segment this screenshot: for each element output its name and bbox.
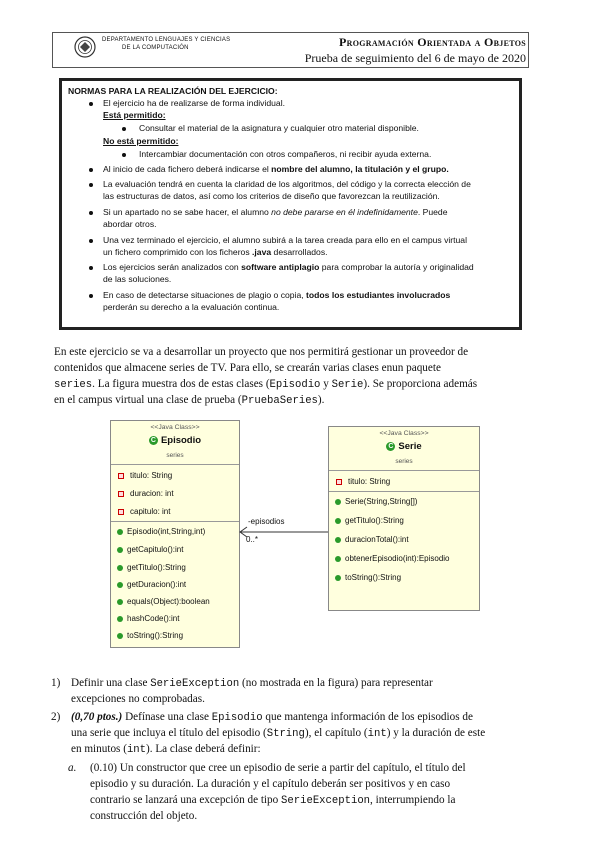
bullet-icon — [89, 266, 93, 270]
episodio-attr: titulo: String — [118, 471, 172, 480]
serie-constructor: Serie(String,String[]) — [335, 497, 417, 506]
rule-copy-l2: perderán su derecho a la evaluación continua. — [103, 302, 280, 312]
rule-upload-l2: un fichero comprimido con los ficheros .java desarrollados. — [103, 247, 328, 257]
allowed-item: Consultar el material de la asignatura y cualquier otro material disponible. — [139, 123, 419, 133]
episodio-package: series — [166, 452, 184, 459]
intro-line3: series. La figura muestra dos de estas clases (Episodio y Serie). Se proporciona además — [54, 378, 478, 391]
public-method-icon — [335, 556, 341, 562]
question2-line2: una serie que incluya el título del episodio (String), el capítulo (int) y la duración de este — [71, 727, 486, 740]
episodio-method: getTitulo():String — [117, 563, 186, 572]
rule-plagiarism-l2: de las soluciones. — [103, 274, 172, 284]
bullet-icon — [89, 239, 93, 243]
episodio-method: equals(Object):boolean — [117, 597, 210, 606]
serie-method: getTitulo():String — [335, 516, 404, 525]
rule-skip-l2: abordar otros. — [103, 219, 157, 229]
episodio-method: hashCode():int — [117, 614, 179, 623]
private-field-icon — [118, 491, 124, 497]
bullet-icon — [89, 168, 93, 172]
question1-number: 1) — [51, 677, 61, 689]
forbidden-item: Intercambiar documentación con otros compañeros, ni recibir ayuda externa. — [139, 149, 432, 159]
bullet-icon — [89, 294, 93, 298]
bullet-icon — [89, 183, 93, 187]
section-divider — [111, 521, 239, 522]
rule-header-info: Al inicio de cada fichero deberá indicarse el nombre del alumno, la titulación y el grupo. — [103, 164, 449, 174]
rules-title: NORMAS PARA LA REALIZACIÓN DEL EJERCICIO: — [68, 86, 278, 96]
episodio-stereotype: <<Java Class>> — [150, 424, 200, 431]
question2-line3: en minutos (int). La clase deberá definir: — [71, 743, 261, 756]
department-line1: DEPARTAMENTO LENGUAJES Y CIENCIAS — [102, 37, 231, 43]
question1-line1: Definir una clase SerieException (no mostrada en la figura) para representar — [71, 677, 433, 690]
subquestion-a-line1: (0.10) Un constructor que cree un episodio de serie a partir del capítulo, el título del — [90, 762, 466, 774]
university-logo-icon — [74, 36, 96, 58]
bullet-icon — [122, 127, 126, 131]
rule-plagiarism-l1: Los ejercicios serán analizados con software antiplagio para comprobar la autoría y originalidad — [103, 262, 474, 272]
subquestion-a-label: a. — [68, 762, 77, 774]
allowed-label: Está permitido: — [103, 110, 166, 120]
bullet-icon — [89, 102, 93, 106]
rule-individual: El ejercicio ha de realizarse de forma individual. — [103, 98, 285, 108]
private-field-icon — [118, 473, 124, 479]
forbidden-label: No está permitido: — [103, 136, 179, 146]
constructor-icon — [117, 529, 123, 535]
bullet-icon — [89, 211, 93, 215]
question2-line1: (0,70 ptos.) Defínase una clase Episodio que mantenga información de los episodios de — [71, 711, 473, 724]
exam-subtitle: Prueba de seguimiento del 6 de mayo de 2020 — [304, 51, 526, 65]
section-divider — [111, 464, 239, 465]
intro-line2: contenidos que almacene series de TV. Para ello, se crearán varias clases enun paquete — [54, 362, 441, 374]
subquestion-a-line4: construcción del objeto. — [90, 810, 198, 822]
course-title: Programación Orientada a Objetos — [339, 35, 526, 49]
public-method-icon — [117, 582, 123, 588]
public-method-icon — [117, 599, 123, 605]
question2-number: 2) — [51, 711, 61, 723]
public-method-icon — [117, 565, 123, 571]
public-method-icon — [335, 518, 341, 524]
section-divider — [329, 470, 479, 471]
serie-stereotype: <<Java Class>> — [379, 430, 429, 437]
public-method-icon — [335, 575, 341, 581]
intro-line4: en el campus virtual una clase de prueba (PruebaSeries). — [54, 394, 325, 407]
rule-evaluation-l1: La evaluación tendrá en cuenta la claridad de los algoritmos, del código y la correcta elección de — [103, 179, 471, 189]
episodio-class-name: C Episodio — [150, 435, 202, 446]
serie-package: series — [395, 458, 413, 465]
public-method-icon — [117, 633, 123, 639]
serie-attr: titulo: String — [336, 477, 390, 486]
bullet-icon — [122, 153, 126, 157]
private-field-icon — [336, 479, 342, 485]
serie-method: obtenerEpisodio(int):Episodio — [335, 554, 450, 563]
serie-method: duracionTotal():int — [335, 535, 409, 544]
intro-line1: En este ejercicio se va a desarrollar un proyecto que nos permitirá gestionar un proveedor de — [54, 346, 469, 358]
episodio-attr: capitulo: int — [118, 507, 170, 516]
episodio-method: getDuracion():int — [117, 580, 186, 589]
association-label: -episodios — [248, 517, 285, 526]
uml-class-serie — [328, 426, 480, 611]
constructor-icon — [335, 499, 341, 505]
private-field-icon — [118, 509, 124, 515]
public-method-icon — [117, 547, 123, 553]
class-icon: C — [388, 442, 394, 450]
uml-class-episodio — [110, 420, 240, 648]
subquestion-a-line3: contrario se lanzará una excepción de tipo SerieException, interrumpiendo la — [90, 794, 456, 807]
association-multiplicity: 0..* — [246, 535, 259, 544]
rule-copy-l1: En caso de detectarse situaciones de plagio o copia, todos los estudiantes involucrados — [103, 290, 451, 300]
rule-skip-l1: Si un apartado no se sabe hacer, el alumno no debe pararse en él indefinidamente. Puede — [103, 207, 448, 217]
subquestion-a-line2: episodio y su duración. La duración y el capítulo deberán ser positivos y en caso — [90, 778, 451, 790]
section-divider — [329, 491, 479, 492]
serie-class-name: C Serie — [388, 441, 422, 452]
episodio-method: toString():String — [117, 631, 183, 640]
question1-line2: excepciones no comprobadas. — [71, 693, 205, 705]
serie-method: toString():String — [335, 573, 401, 582]
public-method-icon — [335, 537, 341, 543]
class-icon: C — [150, 436, 156, 444]
episodio-method: getCapitulo():int — [117, 545, 183, 554]
public-method-icon — [117, 616, 123, 622]
rule-upload-l1: Una vez terminado el ejercicio, el alumno subirá a la tarea creada para ello en el campus virtual — [103, 235, 467, 245]
episodio-constructor: Episodio(int,String,int) — [117, 527, 205, 536]
rule-evaluation-l2: las estructuras de datos, así como los criterios de diseño que favorezcan la reutilización. — [103, 191, 440, 201]
department-line2: DE LA COMPUTACIÓN — [122, 45, 189, 51]
episodio-attr: duracion: int — [118, 489, 174, 498]
